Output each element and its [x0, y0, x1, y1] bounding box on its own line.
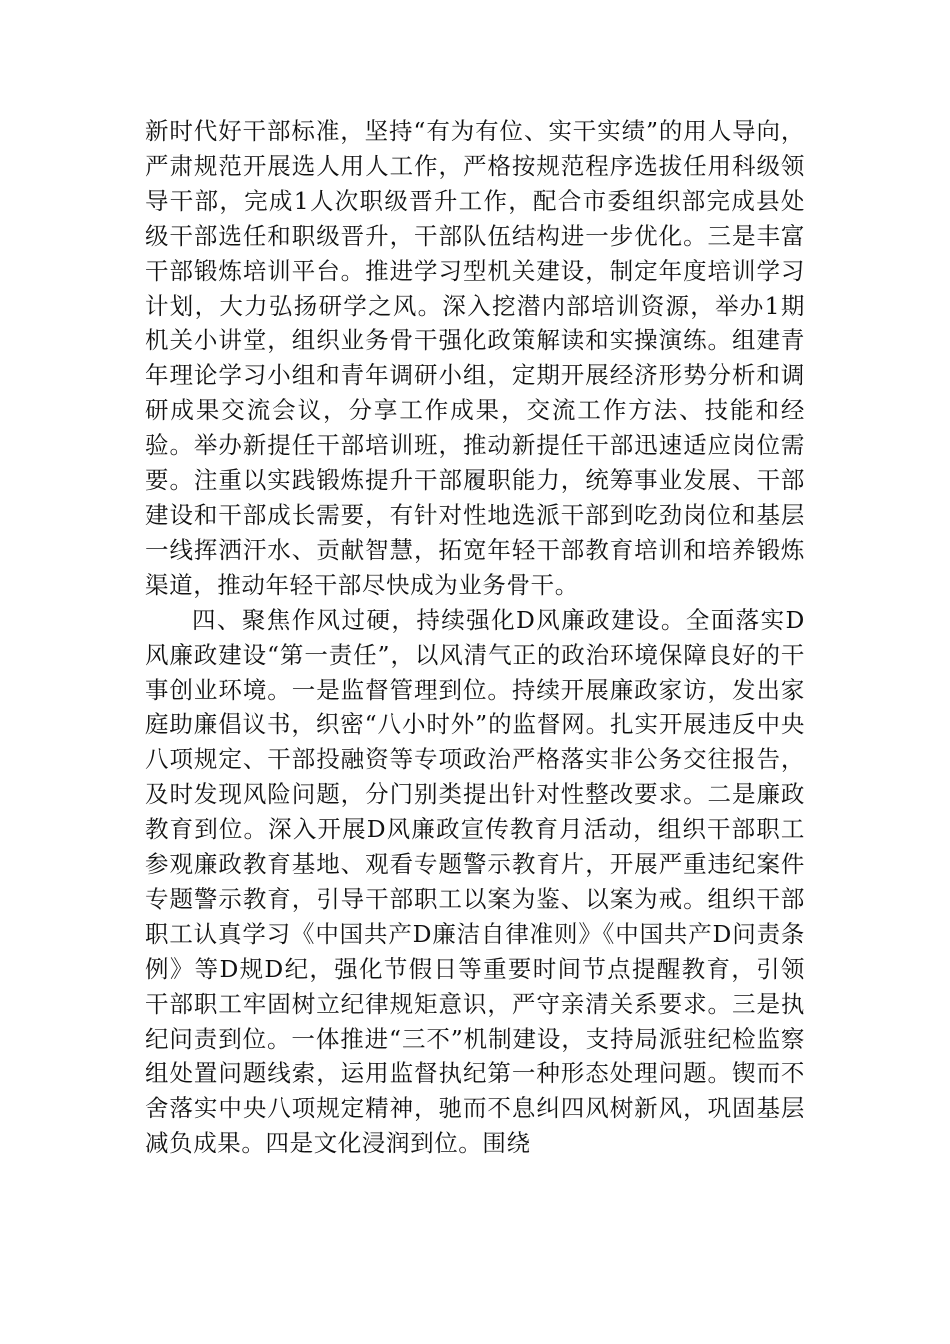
document-page	[145, 114, 805, 1161]
paragraph-1: 新时代好干部标准，坚持“有为有位、实干实绩”的用人导向，严肃规范开展选人用人工作，严格按规范程序选拔任用科级领导干部，完成1人次职级晋升工作，配合市委组织部完成县处级干部选任和职级晋升，干部队伍结构进一步优化。三是丰富干部锻炼培训平台。推进学习型机关建设，制定年度培训学习计划，大力弘扬研学之风。深入挖潜内部培训资源，举办1期机关小讲堂，组织业务骨干强化政策解读和实操演练。组建青年理论学习小组和青年调研小组，定期开展经济形势分析和调研成果交流会议，分享工作成果，交流工作方法、技能和经验。举办新提任干部培训班，推动新提任干部迅速适应岗位需要。注重以实践锻炼提升干部履职能力，统筹事业发展、干部建设和干部成长需要，有针对性地选派干部到吃劲岗位和基层一线挥洒汗水、贡献智慧，拓宽年轻干部教育培训和培养锻炼渠道，推动年轻干部尽快成为业务骨干。	[145, 117, 805, 599]
paragraph-2: 四、聚焦作风过硬，持续强化D风廉政建设。全面落实D风廉政建设“第一责任”，以风清气正的政治环境保障良好的干事创业环境。一是监督管理到位。持续开展廉政家访，发出家庭助廉倡议书，织密“八小时外”的监督网。扎实开展违反中央八项规定、干部投融资等专项政治严格落实非公务交往报告，及时发现风险问题，分门别类提出针对性整改要求。二是廉政教育到位。深入开展D风廉政宣传教育月活动，组织干部职工参观廉政教育基地、观看专题警示教育片，开展严重违纪案件专题警示教育，引导干部职工以案为鉴、以案为戒。组织干部职工认真学习《中国共产D廉洁自律准则》《中国共产D问责条例》等D规D纪，强化节假日等重要时间节点提醒教育，引领干部职工牢固树立纪律规矩意识，严守亲清关系要求。三是执纪问责到位。一体推进“三不”机制建设，支持局派驻纪检监察组处置问题线索，运用监督执纪第一种形态处理问题。锲而不舍落实中央八项规定精神，驰而不息纠四风树新风，巩固基层减负成果。四是文化浸润到位。围绕	[145, 605, 805, 1158]
